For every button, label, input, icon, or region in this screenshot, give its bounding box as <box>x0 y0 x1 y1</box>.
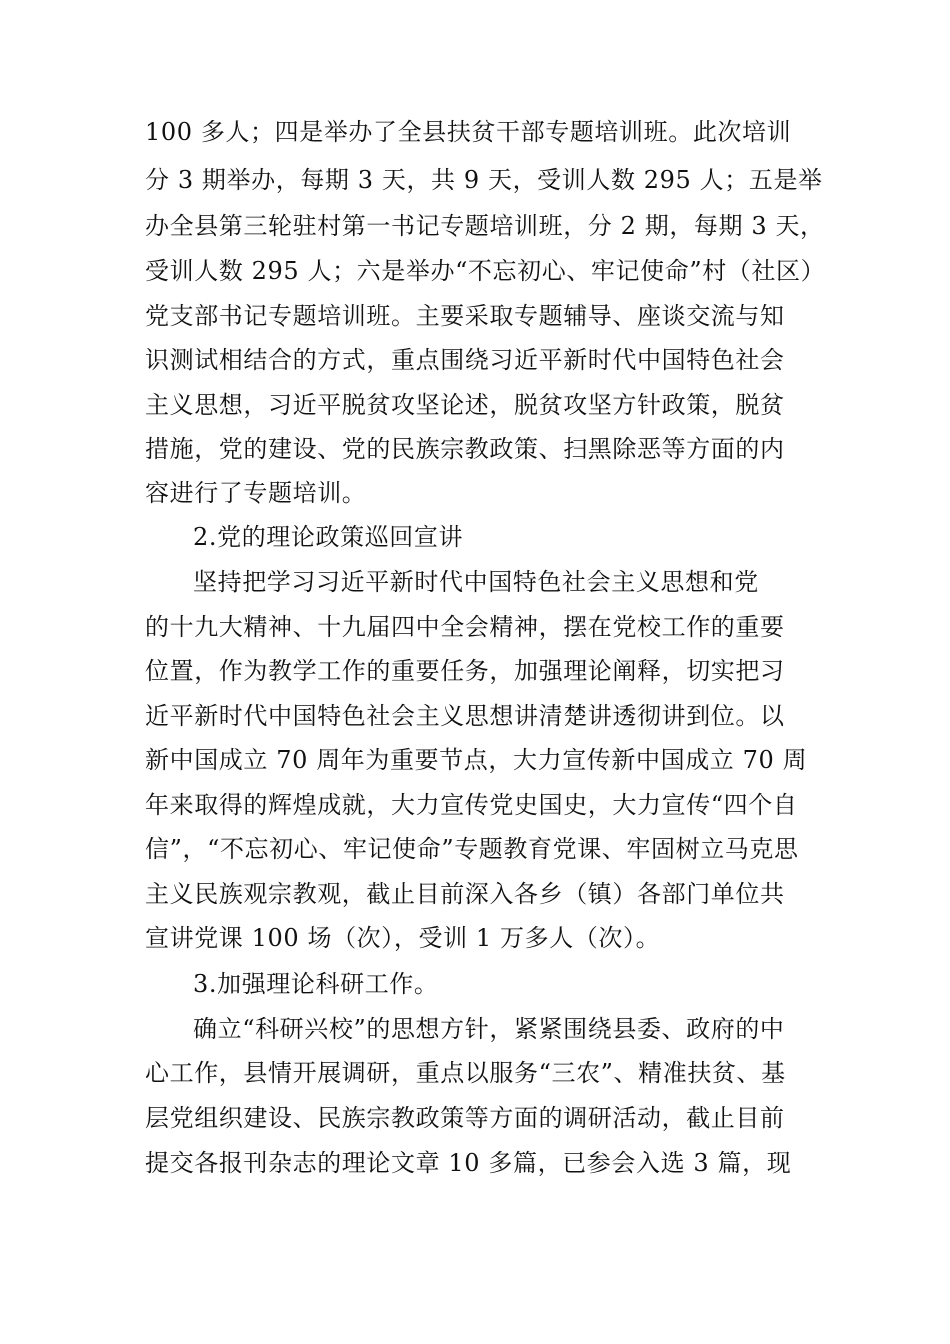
paragraph-line: 新中国成立 70 周年为重要节点，大力宣传新中国成立 70 周 <box>145 746 808 774</box>
paragraph-line: 层党组织建设、民族宗教政策等方面的调研活动，截止目前 <box>145 1104 785 1132</box>
paragraph-line: 100 多人；四是举办了全县扶贫干部专题培训班。此次培训 <box>145 118 792 146</box>
paragraph-line: 办全县第三轮驻村第一书记专题培训班，分 2 期，每期 3 天， <box>145 212 825 240</box>
paragraph-line: 措施，党的建设、党的民族宗教政策、扫黑除恶等方面的内 <box>145 435 785 463</box>
paragraph-line: 年来取得的辉煌成就，大力宣传党史国史，大力宣传“四个自 <box>145 791 798 819</box>
paragraph-line: 受训人数 295 人；六是举办“不忘初心、牢记使命”村（社区） <box>145 257 826 285</box>
paragraph-line: 识测试相结合的方式，重点围绕习近平新时代中国特色社会 <box>145 346 785 374</box>
paragraph-line: 坚持把学习习近平新时代中国特色社会主义思想和党 <box>193 568 759 596</box>
paragraph-line: 宣讲党课 100 场（次），受训 1 万多人（次）。 <box>145 924 661 952</box>
paragraph-line: 心工作，县情开展调研，重点以服务“三农”、精准扶贫、基 <box>145 1059 786 1087</box>
paragraph-line: 位置，作为教学工作的重要任务，加强理论阐释，切实把习 <box>145 657 785 685</box>
paragraph-line: 党支部书记专题培训班。主要采取专题辅导、座谈交流与知 <box>145 302 785 330</box>
paragraph-line: 近平新时代中国特色社会主义思想讲清楚讲透彻讲到位。以 <box>145 702 785 730</box>
paragraph-line: 主义思想，习近平脱贫攻坚论述，脱贫攻坚方针政策，脱贫 <box>145 391 785 419</box>
paragraph-line: 的十九大精神、十九届四中全会精神，摆在党校工作的重要 <box>145 613 785 641</box>
paragraph-line: 主义民族观宗教观，截止目前深入各乡（镇）各部门单位共 <box>145 880 785 908</box>
paragraph-line: 提交各报刊杂志的理论文章 10 多篇，已参会入选 3 篇，现 <box>145 1149 792 1177</box>
paragraph-line: 分 3 期举办，每期 3 天，共 9 天，受训人数 295 人；五是举 <box>145 166 823 194</box>
paragraph-line: 信”，“不忘初心、牢记使命”专题教育党课、牢固树立马克思 <box>145 835 799 863</box>
paragraph-line: 容进行了专题培训。 <box>145 479 367 507</box>
section-heading-3: 3.加强理论科研工作。 <box>193 970 439 998</box>
section-heading-2: 2.党的理论政策巡回宣讲 <box>193 523 464 551</box>
paragraph-line: 确立“科研兴校”的思想方针，紧紧围绕县委、政府的中 <box>193 1015 785 1043</box>
